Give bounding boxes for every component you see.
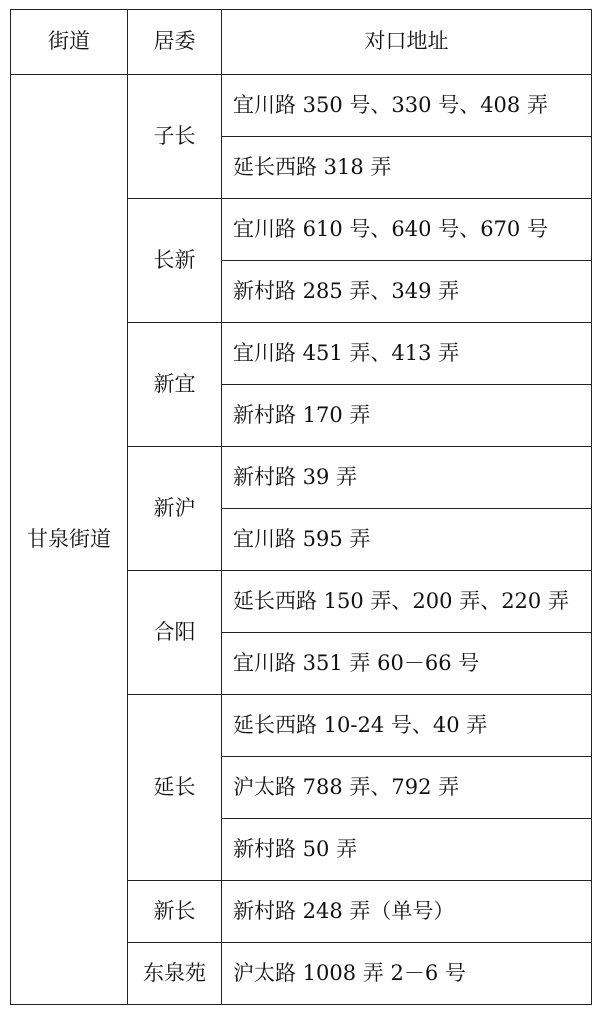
committee-cell: 延长: [128, 695, 222, 881]
address-cell: 宜川路 351 弄 60－66 号: [222, 633, 592, 695]
committee-cell: 新沪: [128, 447, 222, 571]
committee-cell: 新宜: [128, 323, 222, 447]
address-cell: 延长西路 10-24 号、40 弄: [222, 695, 592, 757]
committee-cell: 长新: [128, 199, 222, 323]
committee-cell: 合阳: [128, 571, 222, 695]
header-street: 街道: [11, 10, 128, 75]
address-cell: 宜川路 350 号、330 号、408 弄: [222, 75, 592, 137]
address-cell: 延长西路 150 弄、200 弄、220 弄: [222, 571, 592, 633]
header-committee: 居委: [128, 10, 222, 75]
address-cell: 新村路 170 弄: [222, 385, 592, 447]
address-cell: 新村路 39 弄: [222, 447, 592, 509]
header-address: 对口地址: [222, 10, 592, 75]
address-cell: 宜川路 451 弄、413 弄: [222, 323, 592, 385]
committee-cell: 东泉苑: [128, 943, 222, 1005]
address-cell: 新村路 285 弄、349 弄: [222, 261, 592, 323]
address-cell: 新村路 248 弄（单号）: [222, 881, 592, 943]
address-cell: 宜川路 595 弄: [222, 509, 592, 571]
address-cell: 沪太路 788 弄、792 弄: [222, 757, 592, 819]
address-cell: 宜川路 610 号、640 号、670 号: [222, 199, 592, 261]
address-cell: 沪太路 1008 弄 2－6 号: [222, 943, 592, 1005]
header-row: [11, 10, 592, 75]
street-cell: 甘泉街道: [11, 75, 128, 1005]
table-row: [11, 75, 592, 137]
committee-cell: 新长: [128, 881, 222, 943]
address-cell: 新村路 50 弄: [222, 819, 592, 881]
address-table: [10, 9, 592, 1005]
committee-cell: 子长: [128, 75, 222, 199]
address-cell: 延长西路 318 弄: [222, 137, 592, 199]
